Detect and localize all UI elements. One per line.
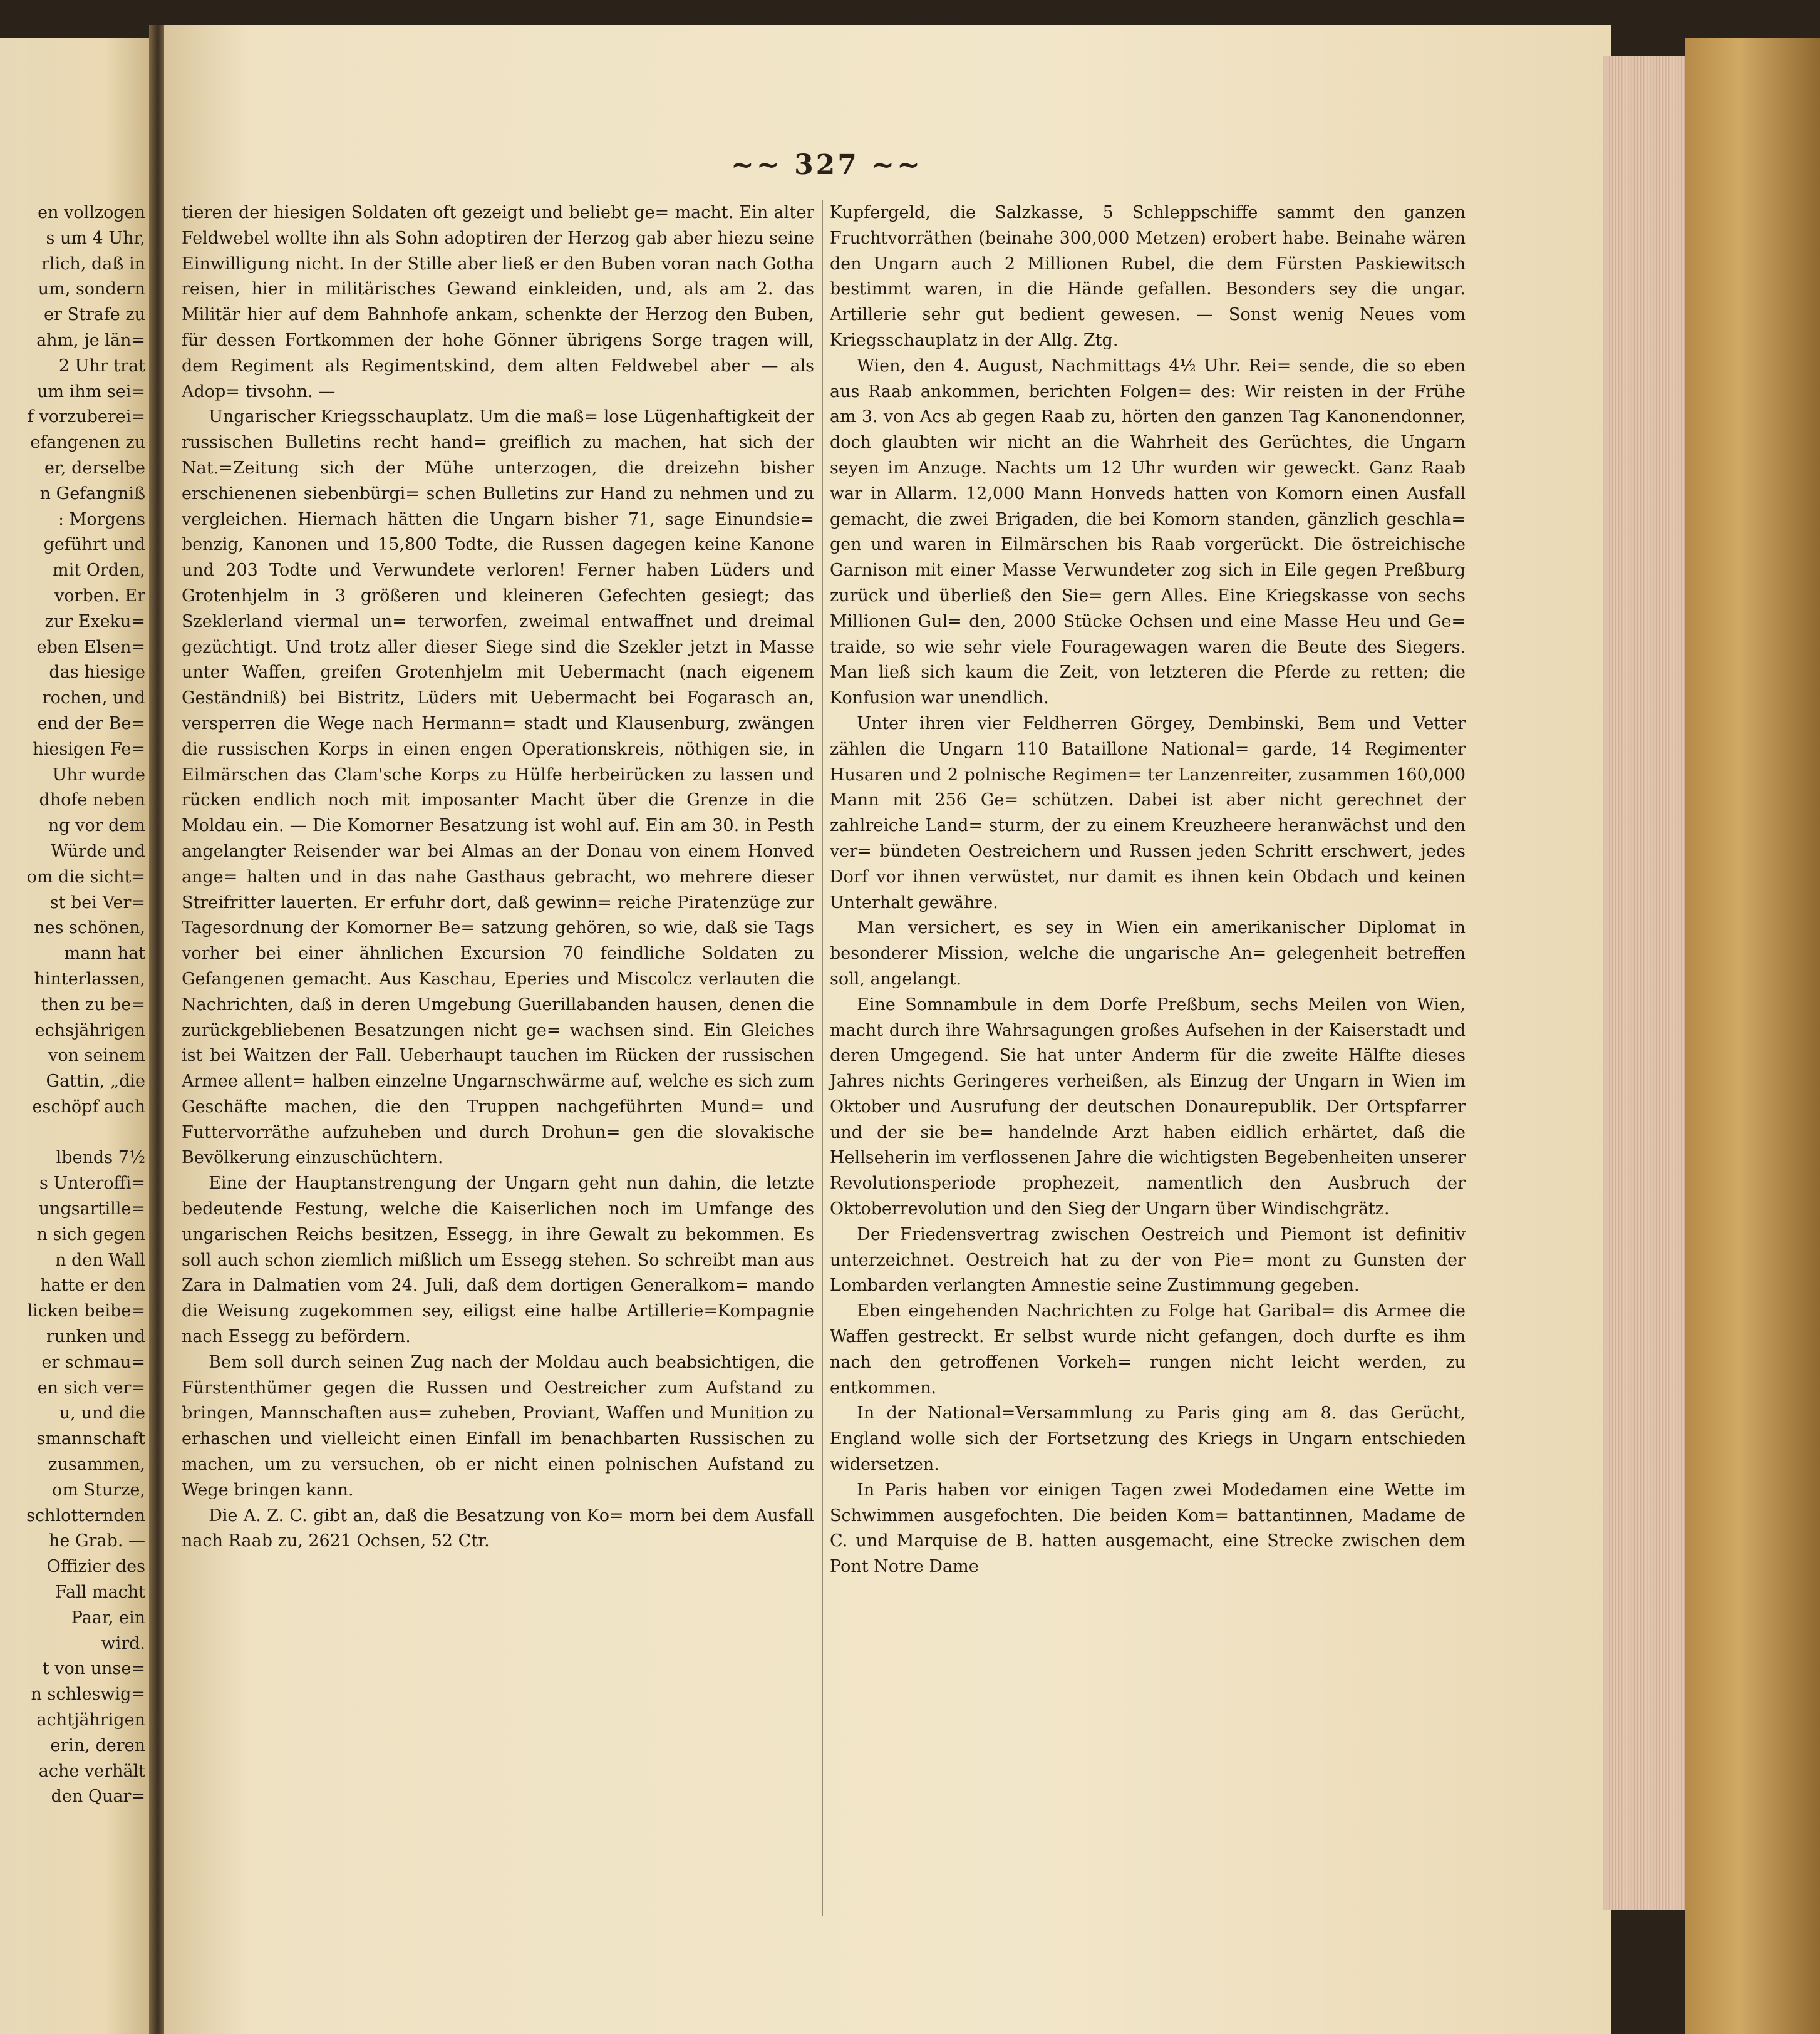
fragment-line: en sich ver= (37, 1378, 145, 1398)
fragment-line: s um 4 Uhr, (46, 228, 145, 248)
page-number: 327 (794, 149, 859, 181)
book-cover-edge (1685, 38, 1820, 2034)
fragment-line: ungsartille= (38, 1199, 145, 1219)
fragment-line (0, 1120, 145, 1146)
fragment-line: erin, deren (50, 1735, 145, 1755)
fragment-line: geführt und (43, 535, 145, 555)
fragment-line: er Strafe zu (44, 305, 145, 325)
page-edges (1603, 56, 1697, 1910)
page-header (701, 149, 952, 181)
fragment-line: den Quar= (51, 1787, 145, 1807)
fragment-line: n schleswig= (31, 1685, 145, 1705)
fragment-line: vorben. Er (54, 586, 145, 606)
fragment-line: das hiesige (49, 663, 145, 683)
fragment-line: n den Wall (55, 1250, 145, 1270)
fragment-line: er, derselbe (44, 458, 145, 478)
paragraph: In Paris haben vor einigen Tagen zwei Modedamen eine Wette im Schwimmen ausgefochten. Die beiden Kom= battantinnen, Madame de C. und Marquise de B. hatten ausgemacht, eine Strecke zwischen dem Pont Notre Dame (830, 1480, 1466, 1577)
fragment-line: zusammen, (48, 1455, 145, 1475)
fragment-line: n Gefangniß (39, 483, 145, 503)
fragment-line: st bei Ver= (49, 892, 145, 912)
fragment-line: ng vor dem (48, 816, 145, 836)
fragment-line: eben Elsen= (36, 637, 145, 657)
fragment-line: om Sturze, (52, 1480, 145, 1500)
fragment-line: 2 Uhr trat (58, 356, 145, 376)
fragment-line: er schmau= (41, 1352, 145, 1372)
fragment-line: then zu be= (41, 994, 145, 1014)
fragment-line: hinterlassen, (34, 969, 145, 989)
fragment-line: Uhr wurde (52, 765, 145, 785)
paragraph: Man versichert, es sey in Wien ein amerikanischer Diplomat in besonderer Mission, welche die ungarische An= gelegenheit betreffen soll, angelangt. (830, 918, 1466, 989)
fragment-line: u, und die (59, 1403, 145, 1423)
text-column-2 (830, 200, 1466, 1580)
text-column-1 (182, 200, 814, 1554)
fragment-line: schlotternden (26, 1505, 145, 1526)
fragment-line: s Unteroffi= (39, 1174, 145, 1194)
fragment-line: hiesigen Fe= (33, 739, 145, 759)
fragment-line: Fall macht (55, 1582, 145, 1603)
fragment-line: ache verhält (38, 1761, 145, 1781)
left-page-text-fragment (0, 200, 145, 1810)
fragment-line: om die sicht= (26, 867, 145, 887)
fragment-line: echsjährigen (34, 1020, 145, 1040)
fragment-line: um ihm sei= (37, 381, 145, 401)
fragment-line: Gattin, „die (46, 1071, 145, 1092)
fragment-line: mit Orden, (53, 560, 145, 581)
fragment-line: rlich, daß in (41, 254, 145, 274)
fragment-line: runken und (46, 1327, 145, 1347)
paragraph: Wien, den 4. August, Nachmittags 4½ Uhr. Rei= sende, die so eben aus Raab ankommen, berichten Folgen= des: Wir reisten in der Frühe am 3. von Acs ab gegen Raab zu, hörten den ganzen Tag Kanonendonner, doch glaubten wir nicht an die Wahrheit des Gerüchtes, die Ungarn seyen im Anzuge. Nachts um 12 Uhr wurden wir geweckt. Ganz Raab war in Allarm. 12,000 Mann Honveds hatten von Komorn einen Ausfall gemacht, die zwei Brigaden, die bei Komorn standen, gänzlich geschla= gen und waren in Eilmärschen bis Raab vorgerückt. Die östreichische Garnison mit einer Masse Verwundeter zog sich in Eile gegen Preßburg zurück und überließ den Sie= gern Alles. Eine Kriegskasse von sechs Millionen Gul= den, 2000 Stücke Ochsen und eine Masse Heu und Ge= traide, so wie sehr viele Fouragewagen waren die Beute des Siegers. Man ließ sich kaum die Zeit, von letzteren die Pferde zu retten; die Konfusion war unendlich. (830, 356, 1466, 708)
fragment-line: Paar, ein (71, 1608, 145, 1628)
fragment-line: nes schönen, (34, 918, 145, 938)
paragraph: Die A. Z. C. gibt an, daß die Besatzung von Ko= morn bei dem Ausfall nach Raab zu, 2621 Ochsen, 52 Ctr. (182, 1505, 814, 1551)
fragment-line: licken beibe= (27, 1301, 145, 1321)
fragment-line: eschöpf auch (32, 1097, 145, 1117)
paragraph: Unter ihren vier Feldherren Görgey, Dembinski, Bem und Vetter zählen die Ungarn 110 Bataillone National= garde, 14 Regimenter Husaren und 2 polnische Regimen= ter Lanzenreiter, zusammen 160,000 Mann mit 256 Ge= schützen. Dabei ist aber nicht gerechnet der zahlreiche Land= sturm, der zu einem Kreuzheere heranwächst und den ver= bündeten Oestreichern und Russen jeden Schritt erschwert, jedes Dorf vor ihnen verwüstet, nur damit es ihnen kein Obdach und keinen Unterhalt gewähre. (830, 713, 1466, 912)
paragraph: Eine Somnambule in dem Dorfe Preßbum, sechs Meilen von Wien, macht durch ihre Wahrsagungen großes Aufsehen in der Kaiserstadt und deren Umgegend. Sie hat unter Anderm für die zweite Hälfte dieses Jahres nichts Geringeres verheißen, als Einzug der Ungarn in Wien im Oktober und Ausrufung der deutschen Donaurepublik. Der Ortspfarrer und der sie be= handelnde Arzt haben eidlich erhärtet, daß die Hellseherin im verflossenen Jahre die wichtigsten Begebenheiten unserer Revolutionsperiode prophezeit, namentlich den Ausbruch der Oktoberrevolution und den Sieg der Ungarn über Windischgrätz. (830, 994, 1466, 1219)
paragraph: tieren der hiesigen Soldaten oft gezeigt und beliebt ge= macht. Ein alter Feldwebel wollte ihn als Sohn adoptiren der Herzog gab aber hiezu seine Einwilligung nicht. In der Stille aber ließ er den Buben voran nach Gotha reisen, hier in militärisches Gewand einkleiden, und, als am 2. das Militär hier auf dem Bahnhofe ankam, schenkte der Herzog den Buben, für dessen Fortkommen der hohe Gönner übrigens Sorge tragen will, dem Regiment als Regimentskind, dem alten Feldwebel aber — als Adop= tivsohn. — (182, 203, 814, 401)
fragment-line: von seinem (48, 1046, 145, 1066)
fragment-line: : Morgens (58, 509, 145, 529)
fragment-line: um, sondern (38, 279, 145, 299)
fragment-line: smannschaft (36, 1429, 145, 1449)
fragment-line: f vorzuberei= (27, 407, 145, 427)
fragment-line: zur Exeku= (44, 611, 145, 631)
paragraph: Ungarischer Kriegsschauplatz. Um die maß= lose Lügenhaftigkeit der russischen Bulletins recht hand= greiflich zu machen, hat sich der Nat.=Zeitung sich der Mühe unterzogen, die dreizehn bisher erschienenen siebenbürgi= schen Bulletins zur Hand zu nehmen und zu vergleichen. Hiernach hätten die Ungarn bisher 71, sage Einundsie= benzig, Kanonen und 15,800 Todte, die Russen dagegen keine Kanone und 203 Todte und Verwundete verloren! Ferner haben Lüders und Grotenhjelm in 3 größeren und kleineren Gefechten gesiegt; das Szeklerland viermal un= terworfen, zweimal entwaffnet und dreimal gezüchtigt. Und trotz aller dieser Siege sind die Szekler jetzt in Masse unter Waffen, greifen Grotenhjelm mit Uebermacht (nach eigenem Geständniß) bei Bistritz, Lüders mit Uebermacht bei Fogarasch an, versperren die Wege nach Hermann= stadt und Klausenburg, zwängen die russischen Korps in einen engen Operationskreis, nöthigen sie, in Eilmärschen das Clam'sche Korps zu Hülfe herbeirücken zu lassen und rücken endlich noch mit imposanter Macht über die Grenze in die Moldau ein. — Die Komorner Besatzung ist wohl auf. Ein am 30. in Pesth angelangter Reisender war bei Almas an der Donau von einem Honved ange= halten und in das nahe Gasthaus gebracht, wo mehrere dieser Streifritter lauerten. Er erfuhr dort, daß gewinn= reiche Piratenzüge zur Tagesordnung der Komorner Be= satzung gehören, so wie, daß sie Tags vorher bei einer ähnlichen Excursion 70 feindliche Soldaten zu Gefangenen gemacht. Aus Kaschau, Eperies und Miscolcz verlauten die Nachrichten, daß in deren Umgebung Guerillabanden hausen, denen die zurückgebliebenen Besatzungen nicht ge= wachsen sind. Ein Gleiches ist bei Waitzen der Fall. Ueberhaupt tauchen im Rücken der russischen Armee allent= halben einzelne Ungarnschwärme auf, welche es sich zum Geschäfte machen, die den Truppen nachgeführten Mund= und Futtervorräthe aufzuheben und durch Drohun= gen die slovakische Bevölkerung einzuschüchtern. (182, 407, 814, 1168)
paragraph: Bem soll durch seinen Zug nach der Moldau auch beabsichtigen, die Fürstenthümer gegen die Russen und Oestreicher zum Aufstand zu bringen, Mannschaften aus= zuheben, Proviant, Waffen und Munition zu erhaschen und vielleicht einen Einfall im benachbarten Russischen zu machen, um zu versuchen, ob er nicht einen polnischen Aufstand zu Wege bringen kann. (182, 1352, 814, 1500)
fragment-line: lbends 7½ (56, 1148, 145, 1168)
fragment-line: achtjährigen (36, 1710, 145, 1730)
fragment-line: efangenen zu (30, 433, 145, 453)
fragment-line: mann hat (64, 944, 145, 964)
paragraph: Der Friedensvertrag zwischen Oestreich und Piemont ist definitiv unterzeichnet. Oestreich hat zu der von Pie= mont zu Gunsten der Lombarden verlangten Amnestie seine Zustimmung gegeben. (830, 1224, 1466, 1296)
fragment-line: wird. (101, 1633, 145, 1653)
fragment-line: t von unse= (42, 1659, 145, 1679)
fragment-line: Offizier des (46, 1557, 145, 1577)
ornament-right: ~~ (859, 149, 923, 181)
fragment-line: hatte er den (40, 1276, 145, 1296)
paragraph: Kupfergeld, die Salzkasse, 5 Schleppschiffe sammt den ganzen Fruchtvorräthen (beinahe 300,000 Metzen) erobert habe. Beinahe wären den Ungarn auch 2 Millionen Rubel, die dem Fürsten Paskiewitsch bestimmt waren, in die Hände gefallen. Besonders sey die ungar. Artillerie sehr gut bedient gewesen. — Sonst wenig Neues vom Kriegsschauplatz in der Allg. Ztg. (830, 203, 1466, 350)
fragment-line: en vollzogen (38, 203, 145, 222)
paragraph: Eine der Hauptanstrengung der Ungarn geht nun dahin, die letzte bedeutende Festung, welche die Kaiserlichen noch im Umfange des ungarischen Reichs besitzen, Essegg, in ihre Gewalt zu bekommen. Es soll auch schon ziemlich mißlich um Essegg stehen. So schreibt man aus Zara in Dalmatien vom 24. Juli, daß dem dortigen Generalkom= mando die Weisung zugekommen sey, eiligst eine halbe Artillerie=Kompagnie nach Essegg zu befördern. (182, 1174, 814, 1347)
paragraph: Eben eingehenden Nachrichten zu Folge hat Garibal= dis Armee die Waffen gestreckt. Er selbst wurde nicht gefangen, doch durfte es ihm nach den getroffenen Vorkeh= rungen nicht leicht werden, zu entkommen. (830, 1301, 1466, 1398)
fragment-line: end der Be= (37, 713, 145, 733)
column-divider (822, 200, 823, 1916)
fragment-line: n sich gegen (36, 1224, 145, 1244)
paragraph: In der National=Versammlung zu Paris ging am 8. das Gerücht, England wolle sich der Fortsetzung des Kriegs in Ungarn entschieden widersetzen. (830, 1403, 1466, 1475)
fragment-line: rochen, und (42, 688, 145, 708)
ornament-left: ~~ (731, 149, 795, 181)
fragment-line: he Grab. — (49, 1531, 145, 1551)
fragment-line: dhofe neben (39, 790, 145, 810)
fragment-line: ahm, je län= (36, 330, 145, 350)
fragment-line: Würde und (51, 841, 145, 861)
